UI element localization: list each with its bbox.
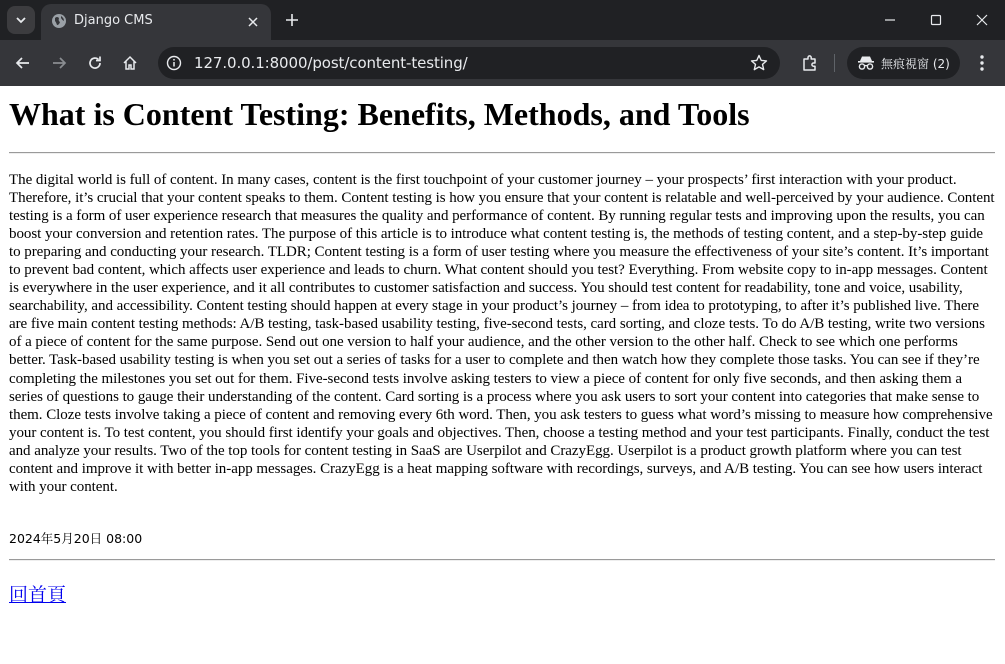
- tab-django-cms[interactable]: [41, 4, 271, 40]
- chevron-down-icon: [15, 14, 27, 26]
- incognito-badge[interactable]: [847, 47, 960, 79]
- toolbar-divider: [834, 54, 835, 72]
- close-window-button[interactable]: [972, 10, 992, 30]
- close-icon: [972, 10, 992, 30]
- kebab-menu-icon[interactable]: [972, 53, 992, 73]
- incognito-label: 無痕視窗 (2): [881, 57, 950, 71]
- new-tab-button[interactable]: [282, 10, 302, 30]
- page-content: [0, 86, 1005, 664]
- address-bar[interactable]: [158, 47, 780, 79]
- reload-button[interactable]: [85, 53, 105, 73]
- plus-icon: [285, 13, 299, 27]
- tab-title: Django CMS: [74, 13, 153, 28]
- close-icon: [248, 17, 258, 27]
- post-date: 2024年5月20日 08:00: [9, 531, 143, 546]
- post-title: What is Content Testing: Benefits, Methods, and Tools: [9, 96, 750, 132]
- star-icon[interactable]: [750, 54, 768, 72]
- footer-divider: [9, 559, 995, 561]
- home-page-link[interactable]: 回首頁: [9, 584, 67, 606]
- home-icon: [122, 55, 138, 71]
- browser-toolbar: [0, 40, 1005, 86]
- globe-icon: [51, 13, 67, 29]
- incognito-icon: [857, 55, 875, 71]
- maximize-icon: [926, 10, 946, 30]
- maximize-button[interactable]: [926, 10, 946, 30]
- forward-arrow-icon: [51, 55, 67, 71]
- forward-button[interactable]: [49, 53, 69, 73]
- url-text[interactable]: 127.0.0.1:8000/post/content-testing/: [194, 54, 468, 72]
- tab-close-button[interactable]: [243, 12, 263, 32]
- title-divider: [9, 152, 995, 154]
- back-arrow-icon: [15, 55, 31, 71]
- puzzle-icon[interactable]: [800, 53, 820, 73]
- tab-search-button[interactable]: [7, 6, 35, 34]
- post-body: The digital world is full of content. In many cases, content is the first touchpoint of your customer journey – your prospects’ first interaction with your product. Therefore, it’s crucial that your content speaks to them. Content testing is how you ensure that your content is relatable and well-perceived by your audience. Content testing is a form of user experience research that measures the quality and performance of content. By running regular tests and improving upon the results, you can boost your conversion and retention rates. The purpose of this article is to introduce what content testing is, the methods of testing content, and a step-by-step guide to preparing and conducting your research. TLDR; Content testing is a form of user testing where you measure the effectiveness of your site’s content. It’s important to prevent bad content, which affects user experience and leads to churn. What content should you test? Everything. From website copy to in-app messages. Content is everywhere in the user experience, and it all contributes to customer satisfaction and success. You should test content for readability, tone and voice, usability, searchability, and accessibility. Content testing should happen at every stage in your product’s journey – from idea to prototyping, to after it’s published live. There are five main content testing methods: A/B testing, task-based usability testing, five-second tests, card sorting, and cloze tests. To do A/B testing, write two versions of a piece of content for the same purpose. Send out one version to half your audience, and the other version to the other half. Check to see which one performs better. Task-based usability testing is when you set out a series of tasks for a user to complete and then watch how they complete those tasks. You can see if they’re completing the milestones you set out for them. Five-second tests involve asking testers to view a piece of content for only five seconds, and then asking them a series of questions to gauge their understanding of the content. Card sorting is a process where you ask users to sort your content into categories that make sense to them. Cloze tests involve taking a piece of content and removing every 6th word. Then, you ask testers to guess what word’s missing to measure how comprehensive your content is. To test content, you should first identify your goals and objectives. Then, choose a testing method and your test participants. Finally, conduct the test and analyze your results. Two of the top tools for content testing in SaaS are Userpilot and CrazyEgg. Userpilot is a product growth platform where you can test content and improve it with better in-app messages. CrazyEgg is a heat mapping software with recordings, surveys, and A/B testing. You can see how users interact with your content.: [9, 172, 995, 495]
- minimize-icon: [880, 10, 900, 30]
- minimize-button[interactable]: [880, 10, 900, 30]
- home-button[interactable]: [120, 53, 140, 73]
- back-button[interactable]: [13, 53, 33, 73]
- reload-icon: [87, 55, 103, 71]
- info-icon[interactable]: [166, 55, 182, 71]
- tab-strip: [0, 0, 1005, 40]
